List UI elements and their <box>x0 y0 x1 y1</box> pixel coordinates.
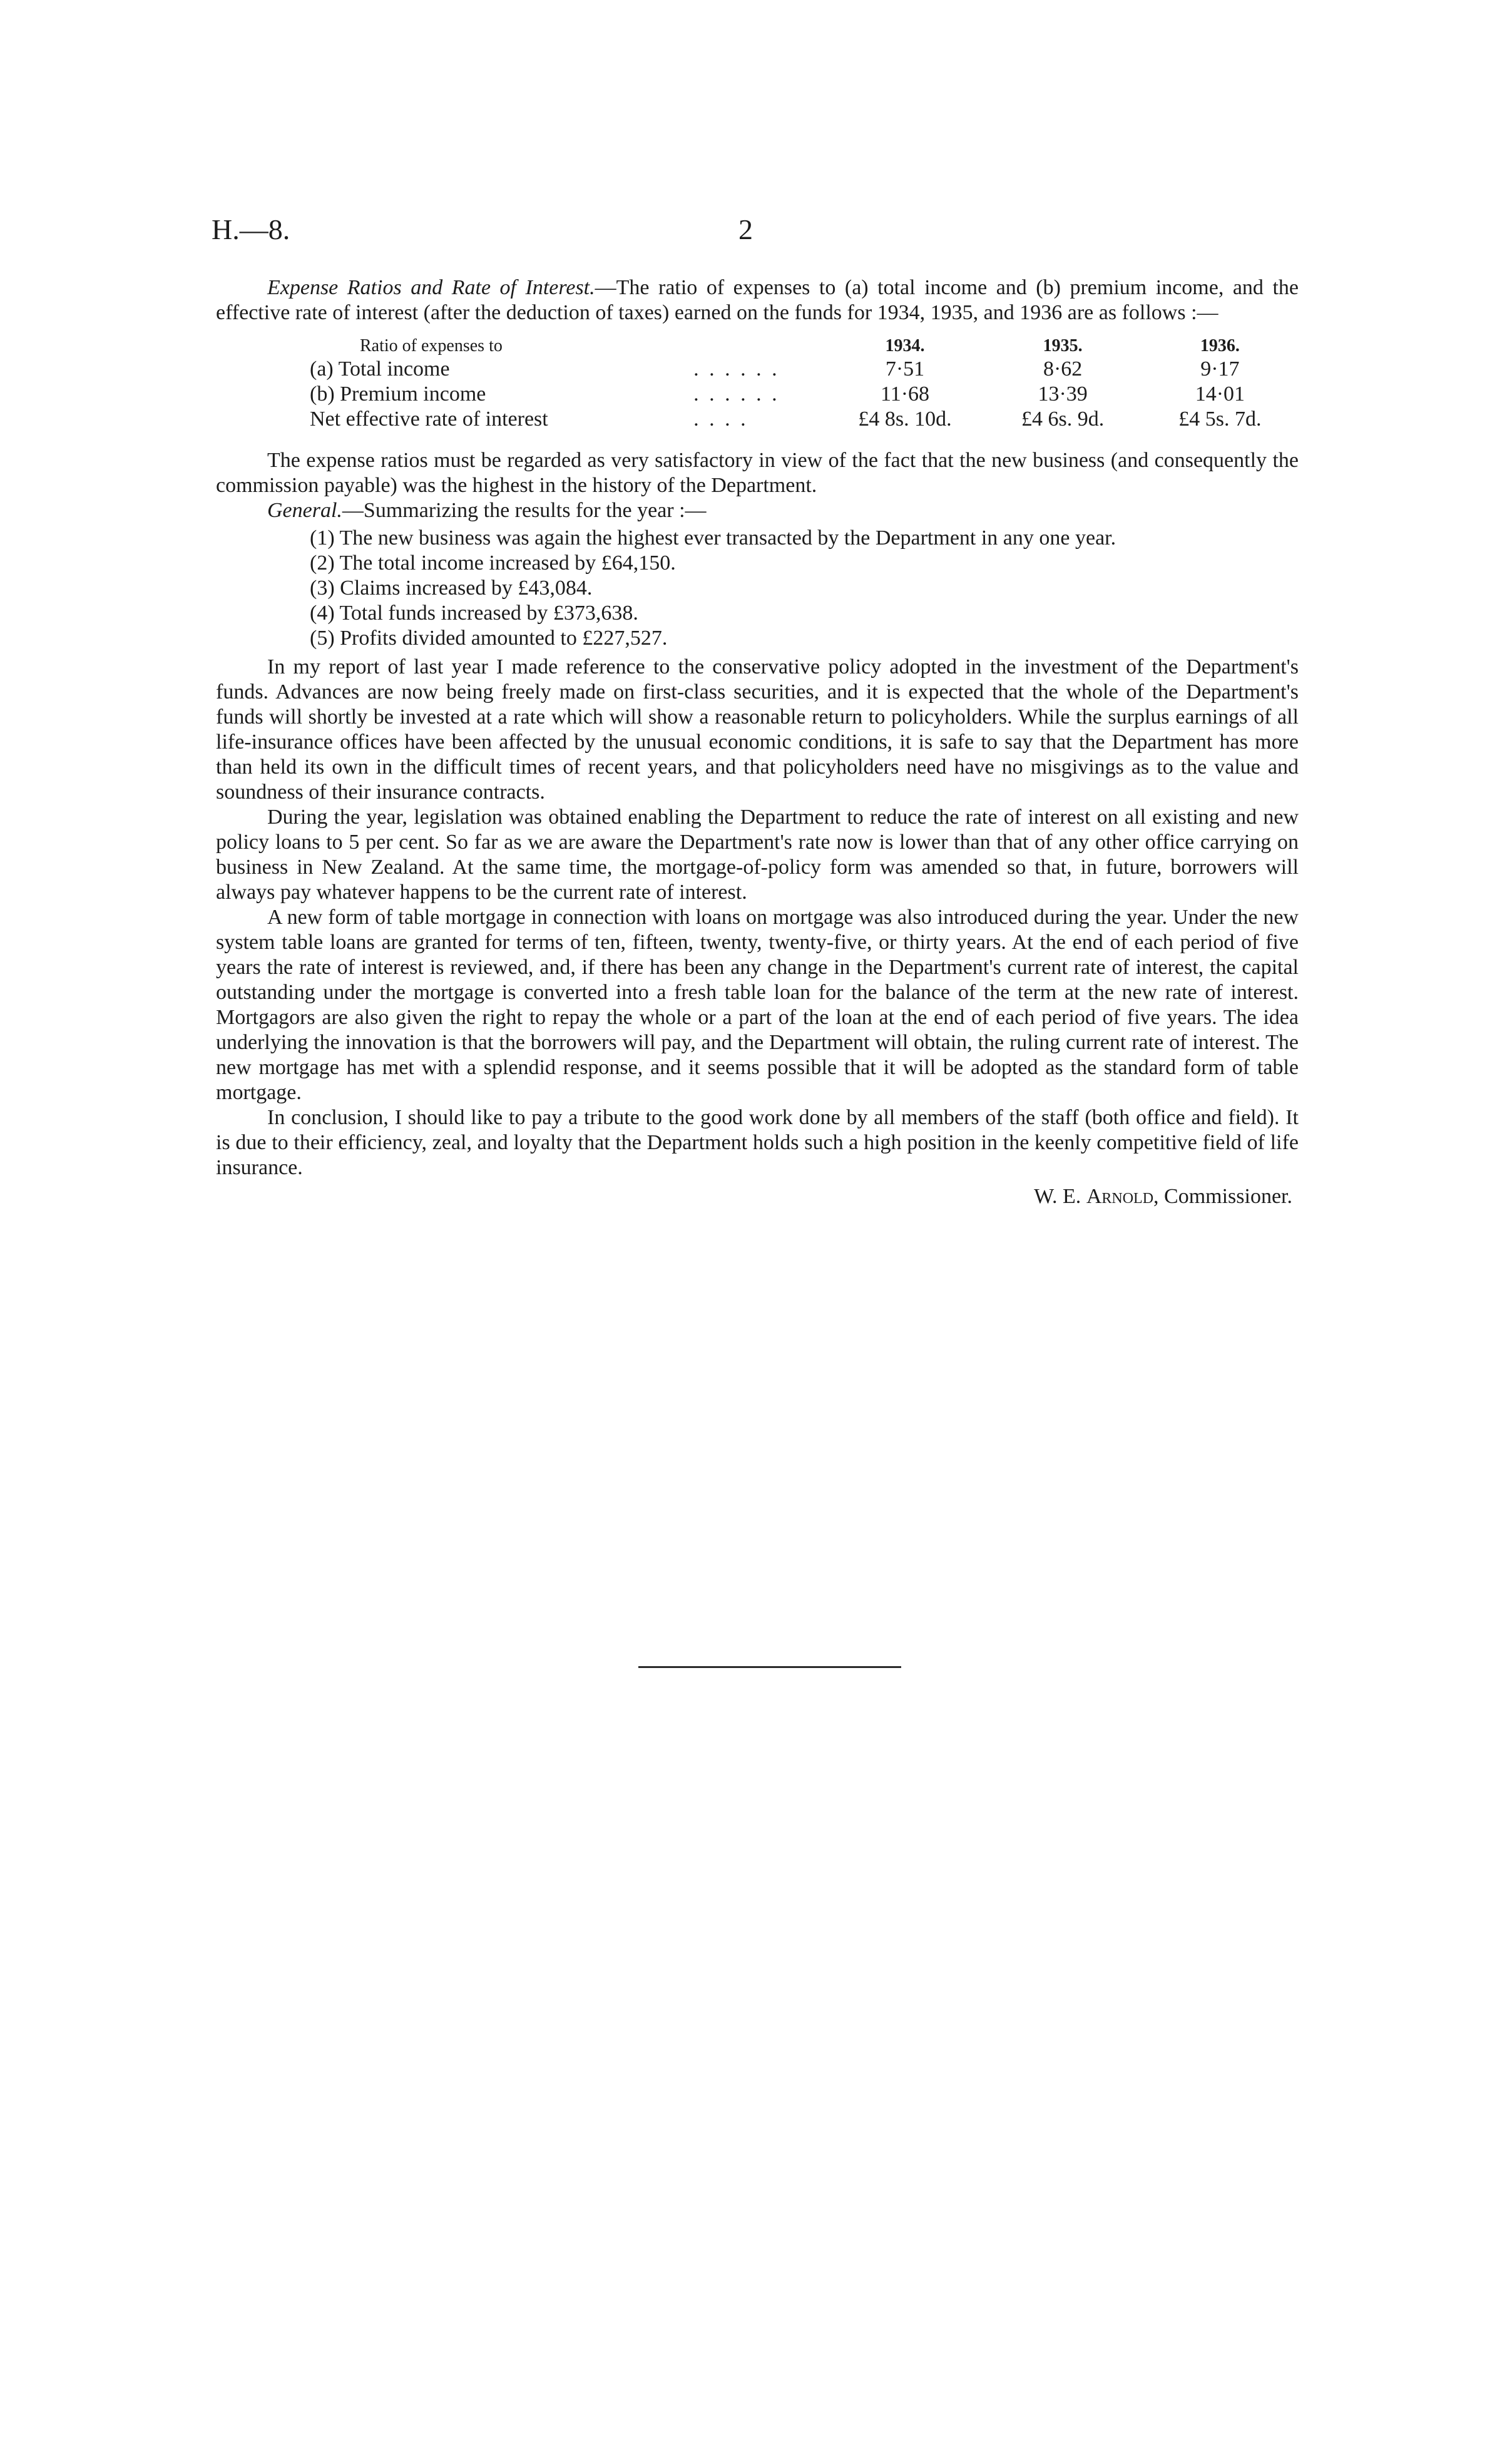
signature <box>216 1184 1299 1209</box>
table-cell: £4 5s. 7d. <box>1178 407 1262 431</box>
legislation-paragraph: During the year, legislation was obtained enabling the Department to reduce the rate of interest on all existing and new policy loans to 5 per cent. So far as we are aware the Department's rate now is lower than that of any other office carrying on business in New Zealand. At the same time, the mortgage-of-policy form was amended so that, in future, borrowers will always pay whatever happens to be the current rate of interest. <box>216 806 1299 904</box>
table-header-row <box>310 335 1299 357</box>
page-number: 2 <box>738 213 753 245</box>
list-item: (3) Claims increased by £43,084. <box>310 576 593 600</box>
general-paragraph <box>216 498 1299 523</box>
list-item: (2) The total income increased by £64,150. <box>310 551 676 575</box>
mortgage-paragraph: A new form of table mortgage in connection with loans on mortgage was also introduced during the year. Under the new system table loans are granted for terms of ten, fifteen, twenty, twenty-five, or thirty years. At the end of each period of five years the rate of interest is reviewed, and, if there has been any change in the Department's current rate of interest, the capital outstanding under the mortgage is converted into a fresh table loan for the balance of the term at the new rate of interest. Mortgagors are also given the right to repay the whole or a part of the loan at the end of each period of five years. The idea underlying the innovation is that the borrowers will pay, and the Department will obtain, the ruling current rate of interest. The new mortgage has met with a splendid response, and it seems possible that it will be adopted as the standard form of table mortgage. <box>216 906 1299 1104</box>
expense-ratios-paragraph <box>216 275 1299 325</box>
closing-rule <box>638 1666 901 1668</box>
table-cell: 11·68 <box>880 382 930 406</box>
list-item: (1) The new business was again the highest ever transacted by the Department in any one year. <box>310 526 1116 550</box>
table-cell: 9·17 <box>1200 357 1240 381</box>
leader-dots: . . . . . . <box>693 382 780 406</box>
table-row <box>310 407 1299 432</box>
investment-paragraph: In my report of last year I made reference to the conservative policy adopted in the investment of the Department's funds. Advances are now being freely made on first-class securities, and it is expected that the whole of the Department's funds will shortly be invested at a rate which will show a reasonable return to policyholders. While the surplus earnings of all life-insurance offices have been affected by the unusual economic conditions, it is safe to say that the Department has more than held its own in the difficult times of recent years, and that policyholders need have no misgivings as to the value and soundness of their insurance contracts. <box>216 655 1299 804</box>
signature-surname: Arnold <box>1086 1185 1154 1208</box>
list-item: (4) Total funds increased by £373,638. <box>310 601 638 625</box>
conclusion-paragraph: In conclusion, I should like to pay a tribute to the good work done by all members of the staff (both office and field). It is due to their efficiency, zeal, and loyalty that the Department holds such a high position in the keenly competitive field of life insurance. <box>216 1106 1299 1179</box>
table-cell: 8·62 <box>1043 357 1083 381</box>
table-cell: £4 8s. 10d. <box>858 407 952 431</box>
leader-dots: . . . . . . <box>693 357 780 381</box>
row-label: (b) Premium income <box>310 382 486 406</box>
table-cell: £4 6s. 9d. <box>1021 407 1105 431</box>
expense-ratios-intro: —The ratio of expenses to (a) total income and (b) premium income, and the effective rate of interest (after the deduction of taxes) earned on the funds for 1934, 1935, and 1936 are as follows :— <box>216 276 1299 324</box>
year-header: 1936. <box>1200 336 1240 356</box>
report-body <box>216 275 1299 1209</box>
table-cell: 14·01 <box>1195 382 1245 406</box>
expense-ratio-table <box>310 335 1299 432</box>
document-reference: H.—8. <box>212 213 290 245</box>
summary-list <box>310 526 1299 651</box>
signature-title: , Commissioner. <box>1153 1185 1292 1208</box>
general-heading: General. <box>267 499 342 522</box>
row-label: Net effective rate of interest <box>310 407 548 431</box>
row-label: (a) Total income <box>310 357 450 381</box>
general-intro: —Summarizing the results for the year :— <box>342 499 707 522</box>
table-cell: 7·51 <box>885 357 925 381</box>
year-header: 1934. <box>885 336 925 356</box>
table-row <box>310 357 1299 382</box>
table-cell: 13·39 <box>1038 382 1088 406</box>
list-item: (5) Profits divided amounted to £227,527. <box>310 627 668 650</box>
table-header-label: Ratio of expenses to <box>360 336 503 356</box>
table-row <box>310 382 1299 407</box>
expense-ratios-heading: Expense Ratios and Rate of Interest. <box>267 276 595 299</box>
leader-dots: . . . . <box>693 407 748 431</box>
signature-initials: W. E. <box>1034 1185 1081 1208</box>
year-header: 1935. <box>1043 336 1083 356</box>
expense-ratios-note: The expense ratios must be regarded as very satisfactory in view of the fact that the new business (and consequently the commission payable) was the highest in the history of the Department. <box>216 449 1299 497</box>
